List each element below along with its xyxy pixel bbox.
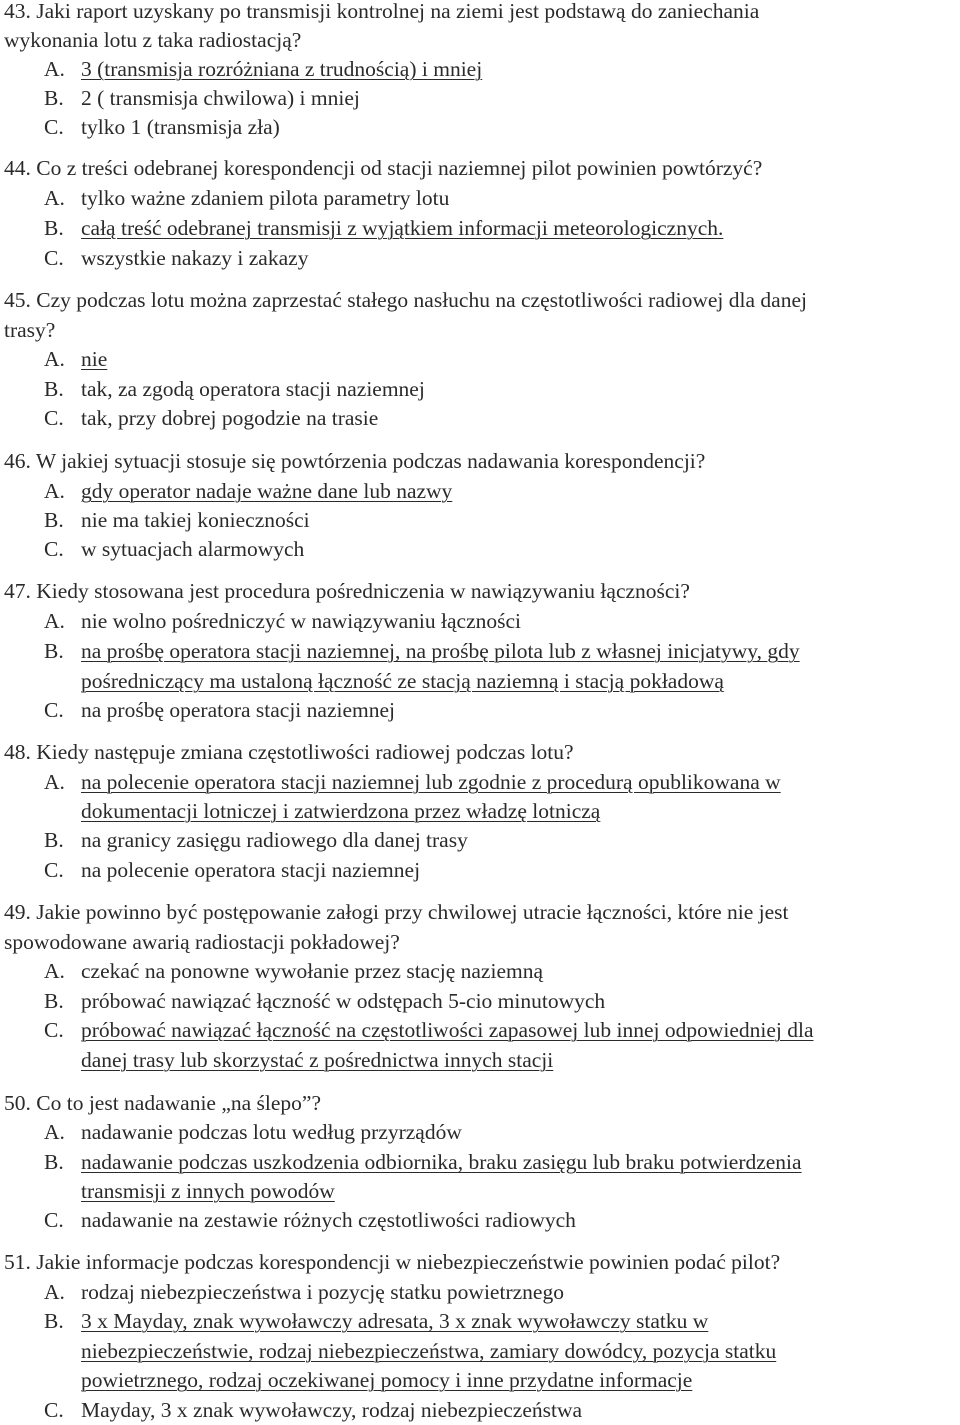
option-text: nie wolno pośredniczyć w nawiązywaniu łączności — [81, 609, 521, 633]
option-text-correct: danej trasy lub skorzystać z pośrednictwa innych stacji — [81, 1048, 554, 1072]
question-51-option-b: B. 3 x Mayday, znak wywoławczy adresata, 3 x znak wywoławczy statku w — [44, 1309, 709, 1333]
question-48-line-1: 48. Kiedy następuje zmiana częstotliwości radiowej podczas lotu? — [4, 740, 574, 764]
question-48-option-a-line-2 — [81, 797, 600, 826]
question-51-option-b-line-2 — [81, 1337, 776, 1366]
question-47-option-b-line-2 — [81, 667, 724, 696]
option-text-correct: próbować nawiązać łączność na częstotliwości zapasowej lub innej odpowiedniej dla — [81, 1018, 814, 1042]
question-48-option-a: A. na polecenie operatora stacji naziemnej lub zgodnie z procedurą opublikowana w — [44, 770, 781, 794]
question-43-option-c: C. tylko 1 (transmisja zła) — [44, 115, 280, 139]
option-text: tylko 1 (transmisja zła) — [81, 115, 280, 139]
option-text-correct: transmisji z innych powodów — [81, 1179, 335, 1203]
question-49-option-c: C. próbować nawiązać łączność na częstotliwości zapasowej lub innej odpowiedniej dla — [44, 1018, 814, 1042]
question-45-line-2: trasy? — [4, 318, 56, 342]
question-45-option-c: C. tak, przy dobrej pogodzie na trasie — [44, 406, 379, 430]
question-50-option-b: B. nadawanie podczas uszkodzenia odbiornika, braku zasięgu lub braku potwierdzenia — [44, 1150, 802, 1174]
option-text: wszystkie nakazy i zakazy — [81, 246, 309, 270]
question-43-option-a: A. 3 (transmisja rozróżniana z trudnością) i mniej — [44, 57, 483, 81]
question-51-line-1: 51. Jakie informacje podczas korespondencji w niebezpieczeństwie powinien podać pilot? — [4, 1250, 781, 1274]
option-text-correct: dokumentacji lotniczej i zatwierdzona przez władzę lotniczą — [81, 799, 601, 823]
option-text-correct: na polecenie operatora stacji naziemnej lub zgodnie z procedurą opublikowana w — [81, 770, 781, 794]
question-45-line-1: 45. Czy podczas lotu można zaprzestać stałego nasłuchu na częstotliwości radiowej dla danej — [4, 288, 807, 312]
option-text-correct: 3 x Mayday, znak wywoławczy adresata, 3 x znak wywoławczy statku w — [81, 1309, 709, 1333]
option-text: na polecenie operatora stacji naziemnej — [81, 858, 421, 882]
question-51-option-c: C. Mayday, 3 x znak wywoławczy, rodzaj niebezpieczeństwa — [44, 1398, 583, 1422]
option-text-correct: gdy operator nadaje ważne dane lub nazwy — [81, 479, 453, 503]
question-50-line-1: 50. Co to jest nadawanie „na ślepo”? — [4, 1091, 322, 1115]
question-48-option-c: C. na polecenie operatora stacji naziemnej — [44, 858, 421, 882]
question-50-option-a: A. nadawanie podczas lotu według przyrządów — [44, 1120, 462, 1144]
option-text: tak, przy dobrej pogodzie na trasie — [81, 406, 379, 430]
option-text-correct: całą treść odebranej transmisji z wyjątkiem informacji meteorologicznych. — [81, 216, 724, 240]
question-47-option-a: A. nie wolno pośredniczyć w nawiązywaniu łączności — [44, 609, 521, 633]
question-44-line-1: 44. Co z treści odebranej korespondencji od stacji naziemnej pilot powinien powtórzyć? — [4, 156, 763, 180]
option-text-correct: 3 (transmisja rozróżniana z trudnością) i mniej — [81, 57, 483, 81]
question-45-option-a: A. nie — [44, 347, 108, 371]
question-44-option-a: A. tylko ważne zdaniem pilota parametry lotu — [44, 186, 450, 210]
question-50-option-b-line-2 — [81, 1177, 335, 1206]
question-46-option-a: A. gdy operator nadaje ważne dane lub nazwy — [44, 479, 453, 503]
question-46-line-1: 46. W jakiej sytuacji stosuje się powtórzenia podczas nadawania korespondencji? — [4, 449, 706, 473]
question-43-line-2: wykonania lotu z taka radiostacją? — [4, 28, 302, 52]
option-text-correct: nie — [81, 347, 108, 371]
option-text: 2 ( transmisja chwilowa) i mniej — [81, 86, 360, 110]
question-44-option-c: C. wszystkie nakazy i zakazy — [44, 246, 309, 270]
option-text-correct: na prośbę operatora stacji naziemnej, na prośbę pilota lub z własnej inicjatywy, gdy — [81, 639, 800, 663]
question-49-line-2: spowodowane awarią radiostacji pokładowej? — [4, 930, 400, 954]
option-text: nadawanie na zestawie różnych częstotliwości radiowych — [81, 1208, 576, 1232]
question-43-line-1: 43. Jaki raport uzyskany po transmisji kontrolnej na ziemi jest podstawą do zaniechania — [4, 0, 760, 23]
question-50-option-c: C. nadawanie na zestawie różnych częstotliwości radiowych — [44, 1208, 576, 1232]
option-text: na prośbę operatora stacji naziemnej — [81, 698, 395, 722]
option-text-correct: powietrznego, rodzaj oczekiwanej pomocy i inne przydatne informacje — [81, 1368, 693, 1392]
question-49-option-c-line-2 — [81, 1046, 553, 1075]
option-text: rodzaj niebezpieczeństwa i pozycję statku powietrznego — [81, 1280, 564, 1304]
option-text: czekać na ponowne wywołanie przez stację naziemną — [81, 959, 544, 983]
option-text-correct: pośredniczący ma ustaloną łączność ze stacją naziemną i stacją pokładową — [81, 669, 724, 693]
question-51-option-b-line-3 — [81, 1366, 692, 1395]
question-43-option-b: B. 2 ( transmisja chwilowa) i mniej — [44, 86, 360, 110]
option-text: nie ma takiej konieczności — [81, 508, 310, 532]
question-44-option-b: B. całą treść odebranej transmisji z wyjątkiem informacji meteorologicznych. — [44, 216, 724, 240]
question-49-option-b: B. próbować nawiązać łączność w odstępach 5-cio minutowych — [44, 989, 606, 1013]
question-51-option-a: A. rodzaj niebezpieczeństwa i pozycję statku powietrznego — [44, 1280, 564, 1304]
option-text: Mayday, 3 x znak wywoławczy, rodzaj niebezpieczeństwa — [81, 1398, 583, 1422]
option-text-correct: nadawanie podczas uszkodzenia odbiornika, braku zasięgu lub braku potwierdzenia — [81, 1150, 802, 1174]
question-46-option-b: B. nie ma takiej konieczności — [44, 508, 310, 532]
question-45-option-b: B. tak, za zgodą operatora stacji naziemnej — [44, 377, 425, 401]
option-text: nadawanie podczas lotu według przyrządów — [81, 1120, 462, 1144]
question-46-option-c: C. w sytuacjach alarmowych — [44, 537, 305, 561]
option-text: próbować nawiązać łączność w odstępach 5-cio minutowych — [81, 989, 606, 1013]
question-47-option-c: C. na prośbę operatora stacji naziemnej — [44, 698, 395, 722]
question-49-line-1: 49. Jakie powinno być postępowanie załogi przy chwilowej utracie łączności, które nie jest — [4, 900, 789, 924]
option-text: tak, za zgodą operatora stacji naziemnej — [81, 377, 425, 401]
question-49-option-a: A. czekać na ponowne wywołanie przez stację naziemną — [44, 959, 544, 983]
option-text: w sytuacjach alarmowych — [81, 537, 305, 561]
option-text: na granicy zasięgu radiowego dla danej trasy — [81, 828, 468, 852]
question-48-option-b: B. na granicy zasięgu radiowego dla danej trasy — [44, 828, 468, 852]
question-47-option-b: B. na prośbę operatora stacji naziemnej, na prośbę pilota lub z własnej inicjatywy, gdy — [44, 639, 800, 663]
question-47-line-1: 47. Kiedy stosowana jest procedura pośredniczenia w nawiązywaniu łączności? — [4, 579, 690, 603]
option-text: tylko ważne zdaniem pilota parametry lotu — [81, 186, 450, 210]
option-text-correct: niebezpieczeństwie, rodzaj niebezpieczeństwa, zamiary dowódcy, pozycja statku — [81, 1339, 777, 1363]
